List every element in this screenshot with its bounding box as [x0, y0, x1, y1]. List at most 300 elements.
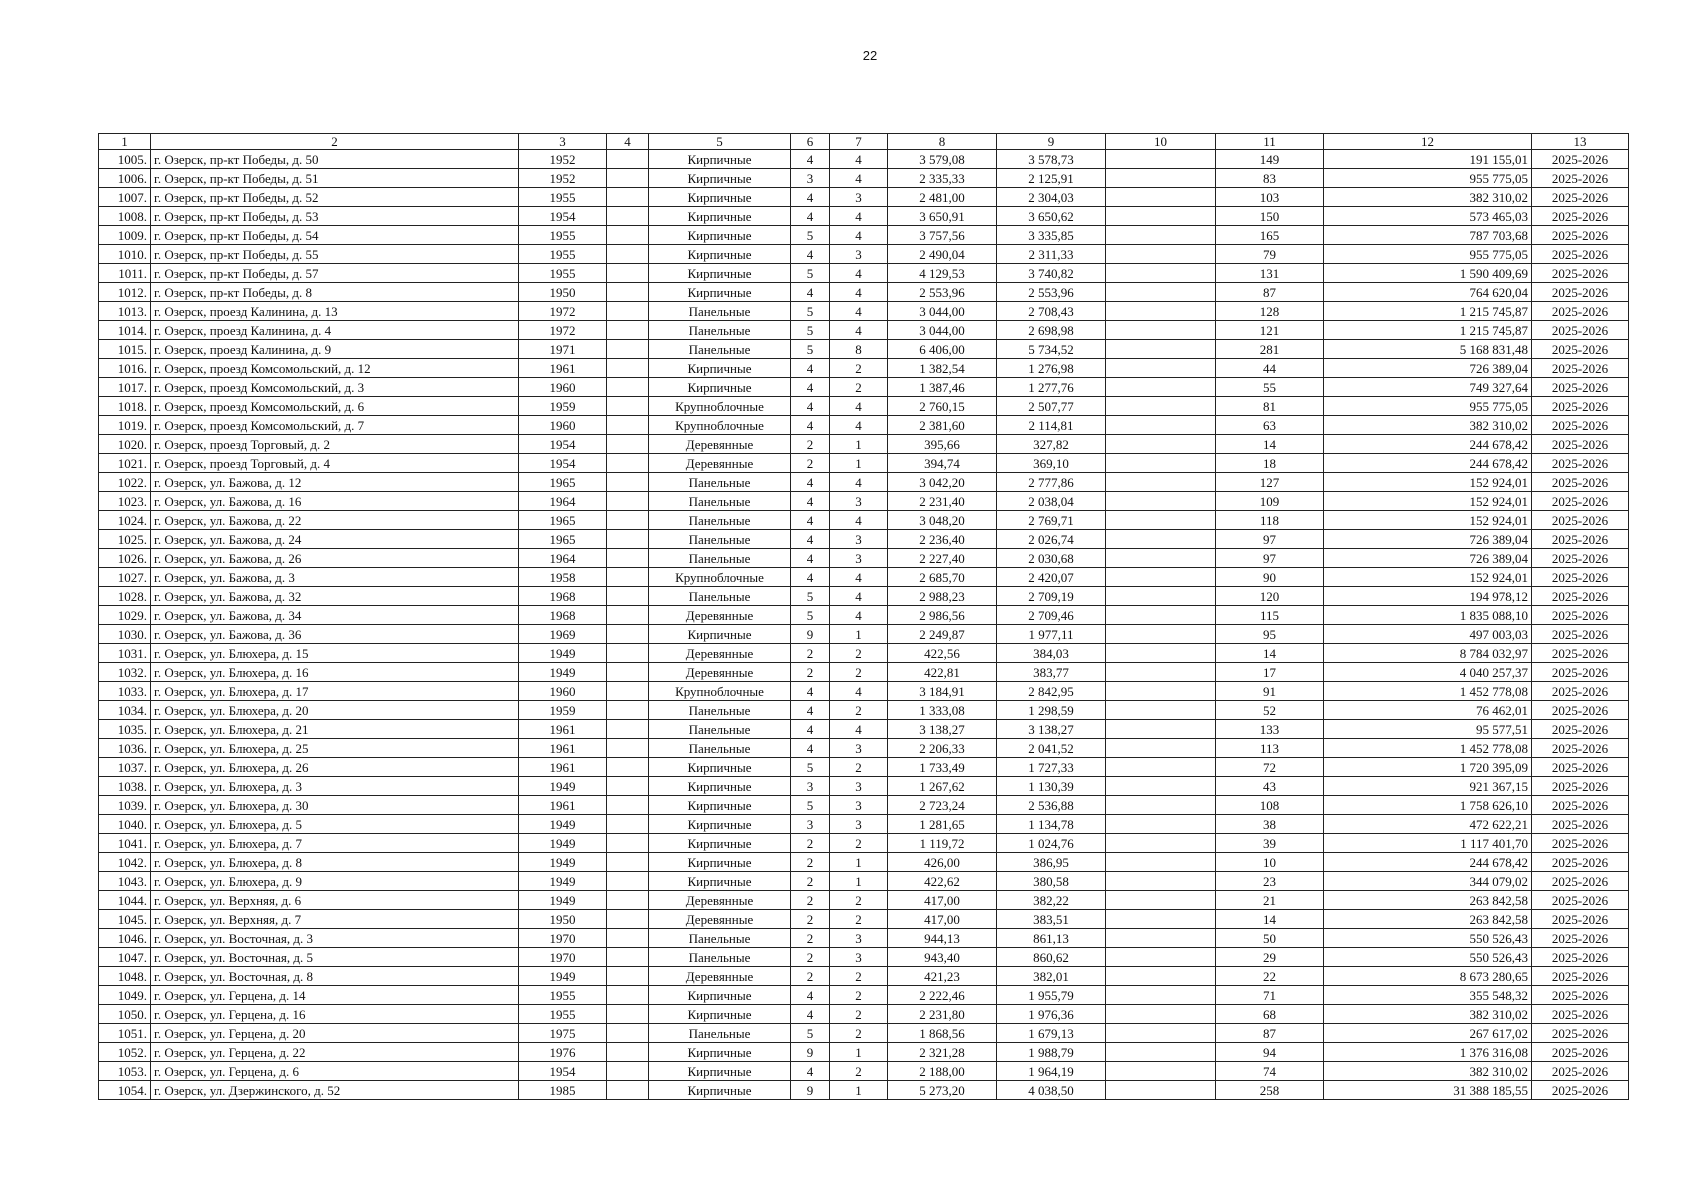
wall-material-cell: Панельные: [649, 511, 791, 530]
table-row: [99, 891, 1629, 910]
table-row: [99, 264, 1629, 283]
floors-cell: 4: [791, 416, 830, 435]
residents-cell: 165: [1216, 226, 1324, 245]
total-area-cell: 394,74: [888, 454, 997, 473]
column-header-13: 13: [1532, 134, 1629, 150]
floors-cell: 5: [791, 226, 830, 245]
year-built-cell: 1961: [519, 739, 607, 758]
col10-cell: [1106, 530, 1216, 549]
row-number: 1034.: [99, 701, 151, 720]
year-built-cell: 1960: [519, 416, 607, 435]
col4-cell: [607, 682, 649, 701]
total-area-cell: 395,66: [888, 435, 997, 454]
table-row: [99, 435, 1629, 454]
residents-cell: 43: [1216, 777, 1324, 796]
residents-cell: 113: [1216, 739, 1324, 758]
cost-cell: 1 215 745,87: [1324, 302, 1532, 321]
living-area-cell: 2 769,71: [997, 511, 1106, 530]
entrances-cell: 1: [830, 1081, 888, 1100]
entrances-cell: 1: [830, 435, 888, 454]
floors-cell: 3: [791, 169, 830, 188]
col10-cell: [1106, 359, 1216, 378]
table-row: [99, 967, 1629, 986]
address-cell: г. Озерск, ул. Герцена, д. 16: [151, 1005, 519, 1024]
row-number: 1049.: [99, 986, 151, 1005]
year-built-cell: 1970: [519, 948, 607, 967]
col4-cell: [607, 549, 649, 568]
period-cell: 2025-2026: [1532, 340, 1629, 359]
col4-cell: [607, 587, 649, 606]
col4-cell: [607, 910, 649, 929]
total-area-cell: 1 119,72: [888, 834, 997, 853]
col4-cell: [607, 188, 649, 207]
cost-cell: 1 720 395,09: [1324, 758, 1532, 777]
total-area-cell: 2 988,23: [888, 587, 997, 606]
period-cell: 2025-2026: [1532, 986, 1629, 1005]
address-cell: г. Озерск, ул. Герцена, д. 20: [151, 1024, 519, 1043]
page-number: 22: [862, 48, 878, 63]
living-area-cell: 1 276,98: [997, 359, 1106, 378]
living-area-cell: 2 038,04: [997, 492, 1106, 511]
year-built-cell: 1949: [519, 663, 607, 682]
column-header-2: 2: [151, 134, 519, 150]
floors-cell: 9: [791, 1043, 830, 1062]
address-cell: г. Озерск, ул. Восточная, д. 5: [151, 948, 519, 967]
period-cell: 2025-2026: [1532, 397, 1629, 416]
row-number: 1045.: [99, 910, 151, 929]
residents-cell: 97: [1216, 530, 1324, 549]
column-header-11: 11: [1216, 134, 1324, 150]
cost-cell: 263 842,58: [1324, 910, 1532, 929]
wall-material-cell: Кирпичные: [649, 815, 791, 834]
col10-cell: [1106, 207, 1216, 226]
period-cell: 2025-2026: [1532, 948, 1629, 967]
table-row: [99, 625, 1629, 644]
cost-cell: 263 842,58: [1324, 891, 1532, 910]
residents-cell: 115: [1216, 606, 1324, 625]
floors-cell: 2: [791, 948, 830, 967]
total-area-cell: 1 382,54: [888, 359, 997, 378]
period-cell: 2025-2026: [1532, 492, 1629, 511]
column-header-5: 5: [649, 134, 791, 150]
living-area-cell: 2 777,86: [997, 473, 1106, 492]
col4-cell: [607, 340, 649, 359]
column-header-row: [99, 134, 1629, 150]
residents-cell: 71: [1216, 986, 1324, 1005]
table-row: [99, 321, 1629, 340]
total-area-cell: 2 236,40: [888, 530, 997, 549]
address-cell: г. Озерск, пр-кт Победы, д. 55: [151, 245, 519, 264]
col4-cell: [607, 530, 649, 549]
cost-cell: 955 775,05: [1324, 397, 1532, 416]
living-area-cell: 2 030,68: [997, 549, 1106, 568]
living-area-cell: 1 024,76: [997, 834, 1106, 853]
address-cell: г. Озерск, ул. Бажова, д. 34: [151, 606, 519, 625]
cost-cell: 726 389,04: [1324, 530, 1532, 549]
table-row: [99, 397, 1629, 416]
floors-cell: 5: [791, 606, 830, 625]
table-row: [99, 986, 1629, 1005]
entrances-cell: 4: [830, 302, 888, 321]
residents-cell: 149: [1216, 150, 1324, 169]
cost-cell: 152 924,01: [1324, 511, 1532, 530]
col4-cell: [607, 796, 649, 815]
col10-cell: [1106, 872, 1216, 891]
address-cell: г. Озерск, ул. Бажова, д. 26: [151, 549, 519, 568]
period-cell: 2025-2026: [1532, 834, 1629, 853]
col4-cell: [607, 264, 649, 283]
table-row: [99, 720, 1629, 739]
table-row: [99, 226, 1629, 245]
col10-cell: [1106, 682, 1216, 701]
total-area-cell: 421,23: [888, 967, 997, 986]
table-row: [99, 492, 1629, 511]
wall-material-cell: Панельные: [649, 492, 791, 511]
col4-cell: [607, 207, 649, 226]
year-built-cell: 1949: [519, 872, 607, 891]
floors-cell: 5: [791, 340, 830, 359]
period-cell: 2025-2026: [1532, 378, 1629, 397]
col10-cell: [1106, 150, 1216, 169]
floors-cell: 2: [791, 834, 830, 853]
floors-cell: 4: [791, 492, 830, 511]
address-cell: г. Озерск, ул. Герцена, д. 22: [151, 1043, 519, 1062]
floors-cell: 5: [791, 758, 830, 777]
col4-cell: [607, 986, 649, 1005]
col10-cell: [1106, 644, 1216, 663]
floors-cell: 4: [791, 245, 830, 264]
col10-cell: [1106, 549, 1216, 568]
col4-cell: [607, 929, 649, 948]
row-number: 1028.: [99, 587, 151, 606]
year-built-cell: 1954: [519, 207, 607, 226]
table-row: [99, 929, 1629, 948]
total-area-cell: 3 757,56: [888, 226, 997, 245]
wall-material-cell: Деревянные: [649, 910, 791, 929]
col4-cell: [607, 853, 649, 872]
col10-cell: [1106, 340, 1216, 359]
residents-cell: 109: [1216, 492, 1324, 511]
cost-cell: 382 310,02: [1324, 188, 1532, 207]
living-area-cell: 2 553,96: [997, 283, 1106, 302]
row-number: 1018.: [99, 397, 151, 416]
column-header-10: 10: [1106, 134, 1216, 150]
col4-cell: [607, 758, 649, 777]
entrances-cell: 2: [830, 701, 888, 720]
entrances-cell: 3: [830, 948, 888, 967]
residents-cell: 94: [1216, 1043, 1324, 1062]
year-built-cell: 1955: [519, 188, 607, 207]
residents-cell: 81: [1216, 397, 1324, 416]
period-cell: 2025-2026: [1532, 967, 1629, 986]
residents-cell: 50: [1216, 929, 1324, 948]
col4-cell: [607, 454, 649, 473]
floors-cell: 2: [791, 853, 830, 872]
col10-cell: [1106, 321, 1216, 340]
living-area-cell: 1 130,39: [997, 777, 1106, 796]
period-cell: 2025-2026: [1532, 891, 1629, 910]
total-area-cell: 2 249,87: [888, 625, 997, 644]
table-row: [99, 530, 1629, 549]
entrances-cell: 3: [830, 815, 888, 834]
address-cell: г. Озерск, ул. Блюхера, д. 3: [151, 777, 519, 796]
cost-cell: 749 327,64: [1324, 378, 1532, 397]
floors-cell: 9: [791, 1081, 830, 1100]
row-number: 1006.: [99, 169, 151, 188]
entrances-cell: 2: [830, 834, 888, 853]
col10-cell: [1106, 264, 1216, 283]
table-body: [99, 150, 1629, 1100]
residents-cell: 83: [1216, 169, 1324, 188]
floors-cell: 4: [791, 530, 830, 549]
entrances-cell: 2: [830, 359, 888, 378]
year-built-cell: 1972: [519, 302, 607, 321]
year-built-cell: 1949: [519, 834, 607, 853]
col4-cell: [607, 815, 649, 834]
wall-material-cell: Панельные: [649, 739, 791, 758]
total-area-cell: 2 231,80: [888, 1005, 997, 1024]
period-cell: 2025-2026: [1532, 473, 1629, 492]
col4-cell: [607, 872, 649, 891]
entrances-cell: 4: [830, 283, 888, 302]
wall-material-cell: Панельные: [649, 587, 791, 606]
column-header-12: 12: [1324, 134, 1532, 150]
year-built-cell: 1965: [519, 511, 607, 530]
total-area-cell: 1 387,46: [888, 378, 997, 397]
col4-cell: [607, 1062, 649, 1081]
entrances-cell: 1: [830, 853, 888, 872]
col10-cell: [1106, 587, 1216, 606]
period-cell: 2025-2026: [1532, 758, 1629, 777]
row-number: 1043.: [99, 872, 151, 891]
living-area-cell: 4 038,50: [997, 1081, 1106, 1100]
year-built-cell: 1949: [519, 815, 607, 834]
table-row: [99, 587, 1629, 606]
period-cell: 2025-2026: [1532, 416, 1629, 435]
address-cell: г. Озерск, пр-кт Победы, д. 53: [151, 207, 519, 226]
total-area-cell: 1 868,56: [888, 1024, 997, 1043]
table-row: [99, 378, 1629, 397]
table-row: [99, 150, 1629, 169]
period-cell: 2025-2026: [1532, 435, 1629, 454]
address-cell: г. Озерск, пр-кт Победы, д. 51: [151, 169, 519, 188]
living-area-cell: 5 734,52: [997, 340, 1106, 359]
residents-cell: 22: [1216, 967, 1324, 986]
cost-cell: 787 703,68: [1324, 226, 1532, 245]
living-area-cell: 1 977,11: [997, 625, 1106, 644]
residents-cell: 87: [1216, 283, 1324, 302]
living-area-cell: 2 304,03: [997, 188, 1106, 207]
period-cell: 2025-2026: [1532, 283, 1629, 302]
residents-cell: 74: [1216, 1062, 1324, 1081]
year-built-cell: 1964: [519, 492, 607, 511]
wall-material-cell: Кирпичные: [649, 245, 791, 264]
wall-material-cell: Кирпичные: [649, 986, 791, 1005]
address-cell: г. Озерск, ул. Верхняя, д. 7: [151, 910, 519, 929]
column-header-7: 7: [830, 134, 888, 150]
table-row: [99, 796, 1629, 815]
table-row: [99, 910, 1629, 929]
row-number: 1025.: [99, 530, 151, 549]
living-area-cell: 327,82: [997, 435, 1106, 454]
row-number: 1021.: [99, 454, 151, 473]
period-cell: 2025-2026: [1532, 1005, 1629, 1024]
col4-cell: [607, 644, 649, 663]
cost-cell: 5 168 831,48: [1324, 340, 1532, 359]
total-area-cell: 2 685,70: [888, 568, 997, 587]
row-number: 1012.: [99, 283, 151, 302]
row-number: 1017.: [99, 378, 151, 397]
entrances-cell: 2: [830, 910, 888, 929]
wall-material-cell: Деревянные: [649, 454, 791, 473]
residents-cell: 150: [1216, 207, 1324, 226]
row-number: 1027.: [99, 568, 151, 587]
residents-cell: 14: [1216, 435, 1324, 454]
residents-cell: 23: [1216, 872, 1324, 891]
row-number: 1042.: [99, 853, 151, 872]
period-cell: 2025-2026: [1532, 739, 1629, 758]
col10-cell: [1106, 1062, 1216, 1081]
year-built-cell: 1965: [519, 530, 607, 549]
period-cell: 2025-2026: [1532, 929, 1629, 948]
wall-material-cell: Панельные: [649, 473, 791, 492]
floors-cell: 5: [791, 1024, 830, 1043]
year-built-cell: 1950: [519, 283, 607, 302]
living-area-cell: 2 842,95: [997, 682, 1106, 701]
table-row: [99, 834, 1629, 853]
living-area-cell: 380,58: [997, 872, 1106, 891]
address-cell: г. Озерск, ул. Верхняя, д. 6: [151, 891, 519, 910]
cost-cell: 550 526,43: [1324, 929, 1532, 948]
total-area-cell: 1 333,08: [888, 701, 997, 720]
table-row: [99, 188, 1629, 207]
year-built-cell: 1954: [519, 454, 607, 473]
year-built-cell: 1969: [519, 625, 607, 644]
cost-cell: 550 526,43: [1324, 948, 1532, 967]
row-number: 1005.: [99, 150, 151, 169]
period-cell: 2025-2026: [1532, 264, 1629, 283]
row-number: 1026.: [99, 549, 151, 568]
row-number: 1016.: [99, 359, 151, 378]
living-area-cell: 2 709,19: [997, 587, 1106, 606]
total-area-cell: 2 986,56: [888, 606, 997, 625]
wall-material-cell: Кирпичные: [649, 207, 791, 226]
col10-cell: [1106, 663, 1216, 682]
address-cell: г. Озерск, ул. Герцена, д. 14: [151, 986, 519, 1005]
wall-material-cell: Деревянные: [649, 967, 791, 986]
col4-cell: [607, 245, 649, 264]
row-number: 1015.: [99, 340, 151, 359]
col4-cell: [607, 1081, 649, 1100]
col4-cell: [607, 150, 649, 169]
entrances-cell: 4: [830, 397, 888, 416]
residents-cell: 118: [1216, 511, 1324, 530]
floors-cell: 4: [791, 739, 830, 758]
cost-cell: 8 673 280,65: [1324, 967, 1532, 986]
address-cell: г. Озерск, ул. Бажова, д. 24: [151, 530, 519, 549]
wall-material-cell: Деревянные: [649, 435, 791, 454]
year-built-cell: 1955: [519, 245, 607, 264]
total-area-cell: 2 206,33: [888, 739, 997, 758]
living-area-cell: 1 679,13: [997, 1024, 1106, 1043]
living-area-cell: 2 507,77: [997, 397, 1106, 416]
floors-cell: 4: [791, 359, 830, 378]
total-area-cell: 3 650,91: [888, 207, 997, 226]
year-built-cell: 1965: [519, 473, 607, 492]
residents-cell: 258: [1216, 1081, 1324, 1100]
table-row: [99, 663, 1629, 682]
col10-cell: [1106, 1024, 1216, 1043]
total-area-cell: 417,00: [888, 891, 997, 910]
address-cell: г. Озерск, ул. Бажова, д. 36: [151, 625, 519, 644]
period-cell: 2025-2026: [1532, 1043, 1629, 1062]
residents-cell: 10: [1216, 853, 1324, 872]
living-area-cell: 2 709,46: [997, 606, 1106, 625]
column-header-8: 8: [888, 134, 997, 150]
wall-material-cell: Крупноблочные: [649, 682, 791, 701]
total-area-cell: 2 222,46: [888, 986, 997, 1005]
entrances-cell: 4: [830, 150, 888, 169]
year-built-cell: 1949: [519, 891, 607, 910]
column-header-4: 4: [607, 134, 649, 150]
col10-cell: [1106, 625, 1216, 644]
floors-cell: 2: [791, 663, 830, 682]
address-cell: г. Озерск, проезд Калинина, д. 9: [151, 340, 519, 359]
cost-cell: 726 389,04: [1324, 549, 1532, 568]
table-row: [99, 1024, 1629, 1043]
period-cell: 2025-2026: [1532, 872, 1629, 891]
row-number: 1007.: [99, 188, 151, 207]
total-area-cell: 1 267,62: [888, 777, 997, 796]
period-cell: 2025-2026: [1532, 606, 1629, 625]
year-built-cell: 1964: [519, 549, 607, 568]
address-cell: г. Озерск, ул. Бажова, д. 16: [151, 492, 519, 511]
row-number: 1051.: [99, 1024, 151, 1043]
entrances-cell: 4: [830, 473, 888, 492]
total-area-cell: 944,13: [888, 929, 997, 948]
total-area-cell: 2 760,15: [888, 397, 997, 416]
col10-cell: [1106, 283, 1216, 302]
entrances-cell: 1: [830, 454, 888, 473]
total-area-cell: 422,81: [888, 663, 997, 682]
year-built-cell: 1955: [519, 264, 607, 283]
row-number: 1008.: [99, 207, 151, 226]
residents-cell: 17: [1216, 663, 1324, 682]
year-built-cell: 1961: [519, 720, 607, 739]
period-cell: 2025-2026: [1532, 701, 1629, 720]
period-cell: 2025-2026: [1532, 663, 1629, 682]
col10-cell: [1106, 188, 1216, 207]
residents-cell: 21: [1216, 891, 1324, 910]
col10-cell: [1106, 568, 1216, 587]
col4-cell: [607, 663, 649, 682]
total-area-cell: 2 553,96: [888, 283, 997, 302]
column-header-6: 6: [791, 134, 830, 150]
row-number: 1013.: [99, 302, 151, 321]
address-cell: г. Озерск, проезд Калинина, д. 13: [151, 302, 519, 321]
row-number: 1031.: [99, 644, 151, 663]
cost-cell: 244 678,42: [1324, 454, 1532, 473]
year-built-cell: 1970: [519, 929, 607, 948]
living-area-cell: 2 125,91: [997, 169, 1106, 188]
row-number: 1033.: [99, 682, 151, 701]
year-built-cell: 1972: [519, 321, 607, 340]
address-cell: г. Озерск, проезд Калинина, д. 4: [151, 321, 519, 340]
total-area-cell: 426,00: [888, 853, 997, 872]
col10-cell: [1106, 815, 1216, 834]
living-area-cell: 1 964,19: [997, 1062, 1106, 1081]
total-area-cell: 422,62: [888, 872, 997, 891]
